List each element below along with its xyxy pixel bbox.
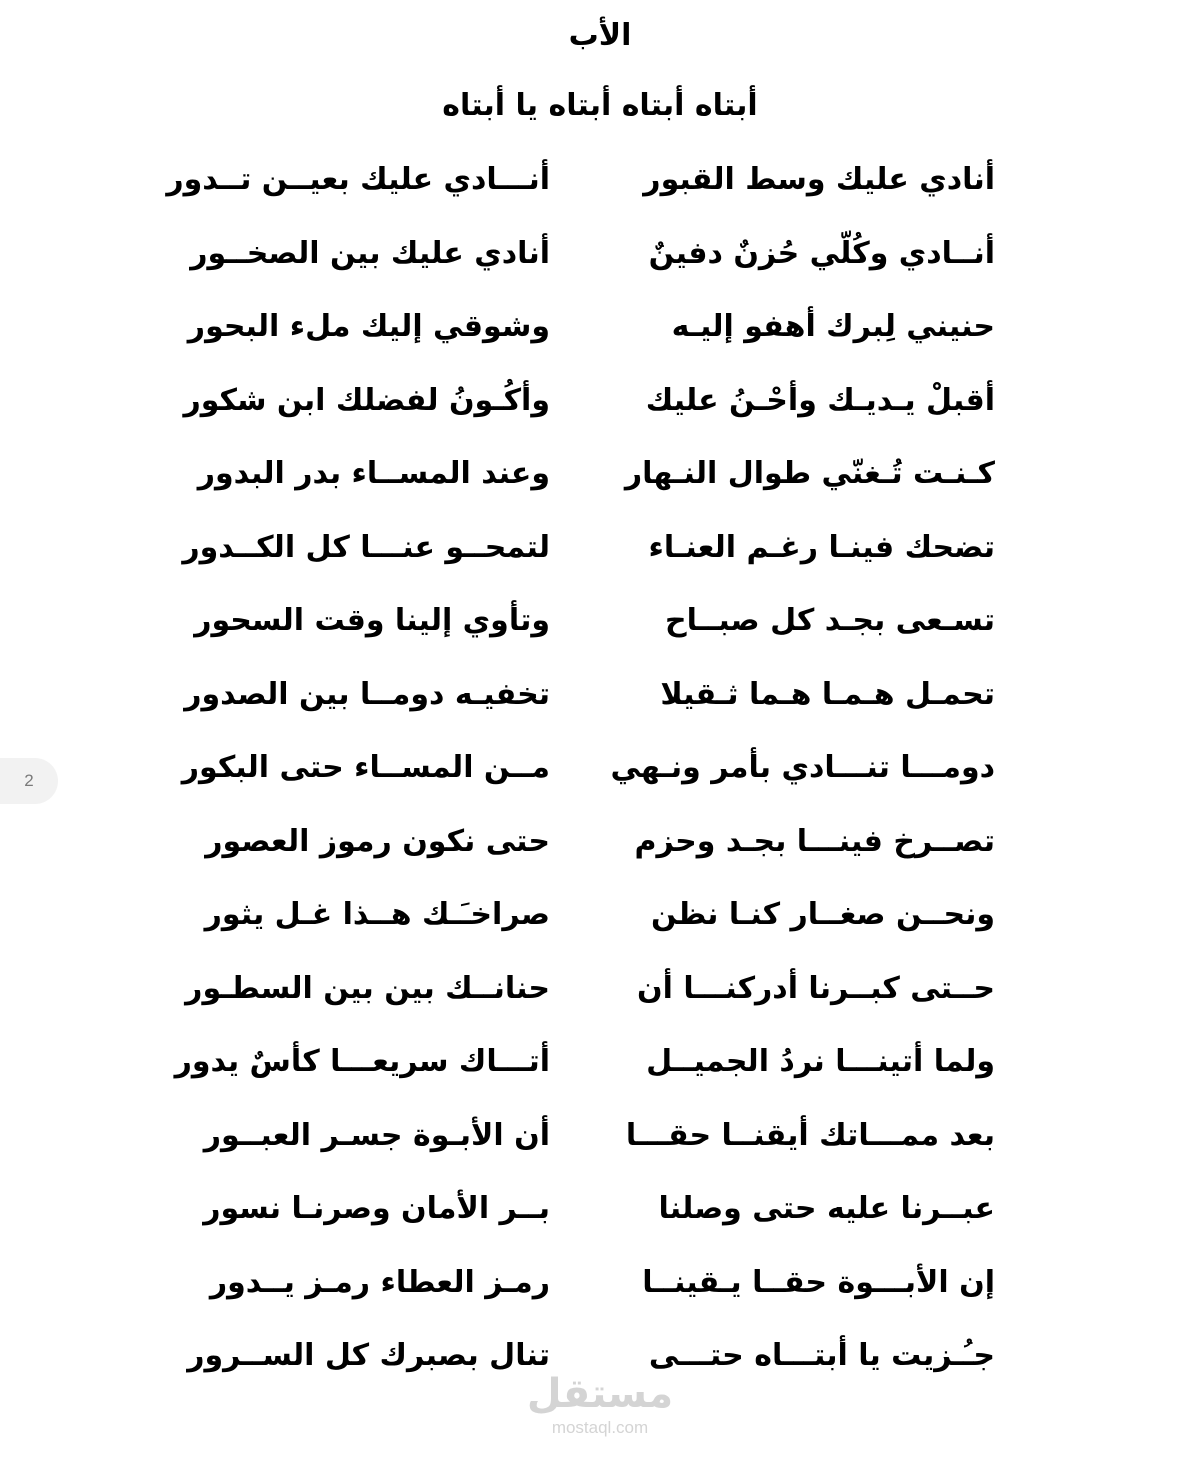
watermark xyxy=(510,1370,690,1438)
verse-row xyxy=(0,959,1200,1033)
verse-first-hemistich: دومـــا تنـــادي بأمر ونـهي xyxy=(610,750,995,785)
verse-row xyxy=(0,665,1200,739)
page-number: 2 xyxy=(24,771,34,790)
verse-first-hemistich: تضحك فينـا رغـم العنـاء xyxy=(648,529,995,565)
verse-second-hemistich: صراخـَـك هــذا غـل يثور xyxy=(204,897,550,932)
watermark-arabic: مستقل xyxy=(526,1371,674,1417)
verse-row xyxy=(0,1179,1200,1253)
verse-row xyxy=(0,150,1200,224)
verse-second-hemistich: بــر الأمان وصرنـا نسور xyxy=(203,1191,550,1226)
verse-first-hemistich: عبــرنا عليه حتى وصلنا xyxy=(658,1191,995,1226)
verse-first-hemistich: ولما أتينـــا نردُ الجميــل xyxy=(646,1044,995,1079)
verse-second-hemistich: حتى نكون رموز العصور xyxy=(205,823,550,859)
verse-first-hemistich: إن الأبـــوة حقــا يـقينــا xyxy=(642,1264,995,1300)
verse-second-hemistich: أنـــادي عليك بعيــن تــدور xyxy=(166,162,550,197)
verse-second-hemistich: وعند المســاء بدر البدور xyxy=(197,456,550,491)
page-number-tab[interactable] xyxy=(0,758,58,804)
verse-second-hemistich: تخفيـه دومــا بين الصدور xyxy=(184,676,550,712)
verse-second-hemistich: مــن المســاء حتى البكور xyxy=(181,750,550,785)
verse-second-hemistich: رمـز العطاء رمـز يــدور xyxy=(209,1264,550,1300)
verse-second-hemistich: وتأوي إلينا وقت السحور xyxy=(194,603,550,638)
verse-first-hemistich: تصــرخ فينـــا بجـد وحزم xyxy=(634,823,995,859)
verse-second-hemistich: أتـــاك سريعـــا كأسٌ يدور xyxy=(174,1044,550,1079)
verse-row xyxy=(0,812,1200,886)
verse-second-hemistich: لتمحــو عنـــا كل الكــدور xyxy=(182,529,550,565)
verse-first-hemistich: حنيني لِبرك أهفو إليـه xyxy=(671,309,995,344)
poem-subtitle: أبتاه أبتاه أبتاه يا أبتاه xyxy=(442,88,758,123)
poem-title: الأب xyxy=(568,18,632,53)
verse-row xyxy=(0,1032,1200,1106)
verse-row xyxy=(0,885,1200,959)
verse-row xyxy=(0,224,1200,298)
verse-first-hemistich: ونحــن صغــار كنـا نظن xyxy=(650,897,995,932)
verse-first-hemistich: كـنـت تُـغنّي طوال النـهار xyxy=(624,456,995,491)
verse-first-hemistich: حــتى كبــرنا أدركنـــا أن xyxy=(636,970,995,1006)
verse-row xyxy=(0,371,1200,445)
verse-first-hemistich: أنــادي وكُلّي حُزنٌ دفينٌ xyxy=(648,235,995,271)
verse-row xyxy=(0,1253,1200,1327)
verse-first-hemistich: تسـعى بجـد كل صبــاح xyxy=(665,603,995,638)
verse-first-hemistich: أقبلْ يـديـك وأحْـنُ عليك xyxy=(645,382,995,418)
verse-first-hemistich: أنادي عليك وسط القبور xyxy=(643,162,995,197)
verse-second-hemistich: أنادي عليك بين الصخــور xyxy=(190,235,550,271)
verse-first-hemistich: جـُـزيت يا أبتـــاه حتـــى xyxy=(648,1338,995,1373)
watermark-latin: mostaql.com xyxy=(551,1418,649,1437)
verse-second-hemistich: وشوقي إليك ملء البحور xyxy=(187,309,550,344)
verse-row xyxy=(0,518,1200,592)
verse-row xyxy=(0,297,1200,371)
verse-row xyxy=(0,1106,1200,1180)
verses-list xyxy=(0,150,1200,1400)
verse-second-hemistich: أن الأبـوة جسـر العبــور xyxy=(203,1117,550,1153)
verse-first-hemistich: تحمـل هـمـا هـما ثـقيلا xyxy=(660,676,995,712)
verse-second-hemistich: وأكُـونُ لفضلك ابن شكور xyxy=(183,382,550,418)
verse-row xyxy=(0,591,1200,665)
verse-row xyxy=(0,738,1200,812)
verse-first-hemistich: بعد ممـــاتك أيقنــا حقـــا xyxy=(625,1117,995,1153)
verse-second-hemistich: حنانــك بين بين السطـور xyxy=(185,970,550,1006)
verse-second-hemistich: تنال بصبرك كل الســرور xyxy=(187,1338,550,1373)
verse-row xyxy=(0,444,1200,518)
